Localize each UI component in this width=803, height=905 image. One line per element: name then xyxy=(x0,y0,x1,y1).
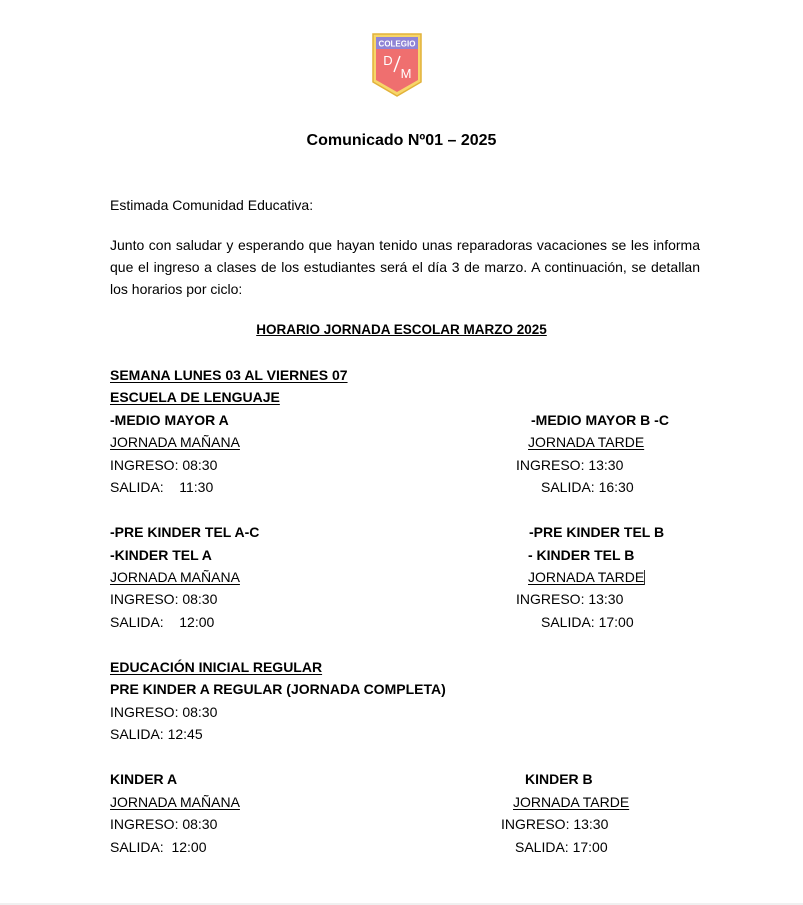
svg-text:M: M xyxy=(400,66,412,81)
section-heading-lenguaje: ESCUELA DE LENGUAJE xyxy=(110,389,280,405)
jornada-label: JORNADA TARDE xyxy=(528,569,645,585)
salida-time: SALIDA: 12:00 xyxy=(110,614,215,630)
salida-time: SALIDA: 16:30 xyxy=(541,479,634,495)
group-label: -MEDIO MAYOR B -C xyxy=(531,412,669,428)
jornada-label: JORNADA MAÑANA xyxy=(110,434,240,450)
jornada-label: JORNADA TARDE xyxy=(513,794,630,810)
jornada-label: JORNADA MAÑANA xyxy=(110,569,240,585)
jornada-label: JORNADA TARDE xyxy=(528,434,645,450)
salida-time: SALIDA: 12:45 xyxy=(110,726,203,742)
jornada-line xyxy=(528,568,645,586)
salida-time: SALIDA: 17:00 xyxy=(541,614,634,630)
group-label: -PRE KINDER TEL B xyxy=(529,524,665,540)
group-label: -KINDER TEL A xyxy=(110,547,212,563)
svg-text:D: D xyxy=(383,53,393,68)
ingreso-time: INGRESO: 13:30 xyxy=(516,457,624,473)
week-heading: SEMANA LUNES 03 AL VIERNES 07 xyxy=(110,367,348,383)
ingreso-time: INGRESO: 13:30 xyxy=(501,816,609,832)
ingreso-time: INGRESO: 08:30 xyxy=(110,591,218,607)
salida-time: SALIDA: 12:00 xyxy=(110,839,207,855)
group-label: -PRE KINDER TEL A-C xyxy=(110,524,260,540)
group-label: -MEDIO MAYOR A xyxy=(110,412,229,428)
ingreso-time: INGRESO: 08:30 xyxy=(110,816,218,832)
salida-time: SALIDA: 17:00 xyxy=(515,839,608,855)
greeting: Estimada Comunidad Educativa: xyxy=(110,197,314,213)
school-logo xyxy=(371,32,423,98)
group-label: KINDER A xyxy=(110,771,178,787)
svg-text:COLEGIO: COLEGIO xyxy=(378,39,416,49)
ingreso-time: INGRESO: 08:30 xyxy=(110,457,218,473)
group-label: - KINDER TEL B xyxy=(528,547,635,563)
intro-paragraph: Junto con saludar y esperando que hayan tenido unas reparadoras vacaciones se les informa que el ingreso a clases de los estudiantes será el día 3 de marzo. A continuación, se detallan los horarios por ciclo: xyxy=(110,237,700,297)
section-heading-inicial: EDUCACIÓN INICIAL REGULAR xyxy=(110,659,323,675)
jornada-label: JORNADA MAÑANA xyxy=(110,794,240,810)
ingreso-time: INGRESO: 08:30 xyxy=(110,704,218,720)
ingreso-time: INGRESO: 13:30 xyxy=(516,591,624,607)
salida-time: SALIDA: 11:30 xyxy=(110,479,214,495)
group-label: PRE KINDER A REGULAR (JORNADA COMPLETA) xyxy=(110,681,446,697)
schedule-title: HORARIO JORNADA ESCOLAR MARZO 2025 xyxy=(256,322,547,337)
group-label: KINDER B xyxy=(525,771,593,787)
school-crest-icon xyxy=(371,32,423,98)
text-cursor xyxy=(644,570,645,585)
document-title: Comunicado Nº01 – 2025 xyxy=(306,132,497,149)
